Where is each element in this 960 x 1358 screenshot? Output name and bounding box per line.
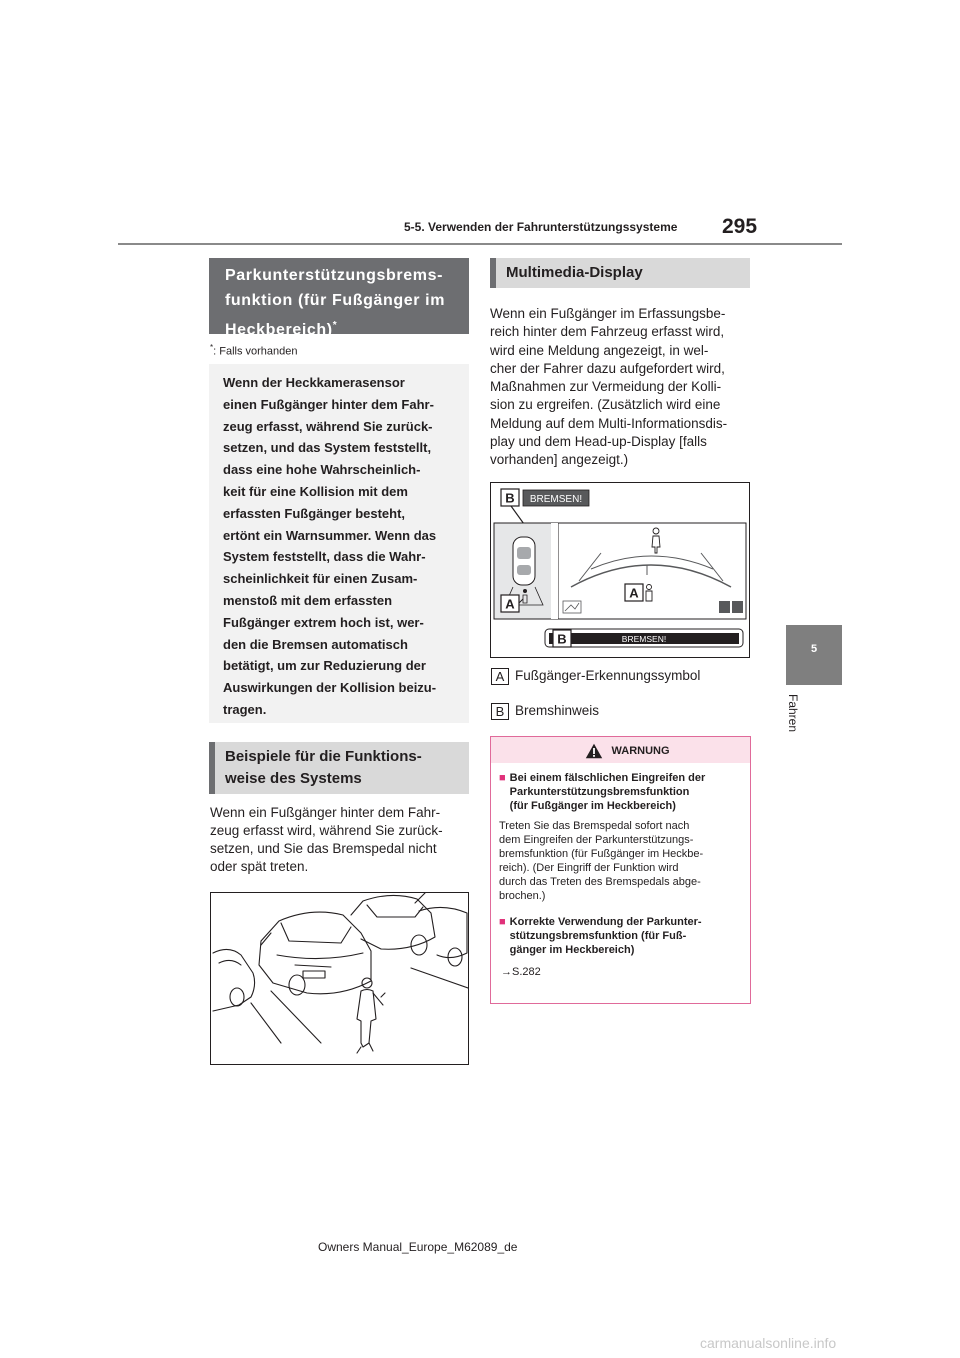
chapter-tab (786, 625, 842, 685)
summary-line: den die Bremsen automatisch (223, 636, 408, 652)
heading-parkassist-brake (209, 258, 469, 339)
page-number: 295 (722, 215, 758, 238)
legend-text-b: Bremshinweis (515, 703, 600, 719)
summary-line: Auswirkungen der Kollision beizu- (223, 680, 437, 696)
summary-line: System feststellt, dass die Wahr- (223, 549, 426, 565)
paragraph-line: oder spät treten. (210, 859, 309, 874)
heading-text: Multimedia-Display (506, 264, 643, 281)
warning-line: stützungsbremsfunktion (für Fuß- (509, 930, 687, 942)
watermark: carmanualsonline.info (700, 1335, 837, 1351)
summary-line: scheinlichkeit für einen Zusam- (223, 571, 418, 587)
paragraph-line: Wenn ein Fußgänger hinter dem Fahr- (210, 805, 441, 820)
paragraph-line: Wenn ein Fußgänger im Erfassungsbe- (490, 306, 726, 321)
summary-line: ertönt ein Warnsummer. Wenn das (223, 527, 437, 543)
chapter-label-text: Fahren (786, 694, 800, 733)
paragraph-line: reich hinter dem Fahrzeug erfasst wird, (490, 324, 725, 340)
paragraph-line: Meldung auf dem Multi-Informationsdis- (490, 415, 728, 431)
warning-box (490, 736, 751, 1004)
summary-line: keit für eine Kollision mit dem (223, 483, 408, 499)
warning-item-2-text (510, 915, 702, 957)
warning-paragraph (499, 819, 745, 903)
chapter-number: 5 (810, 643, 818, 655)
heading-line: Parkunterstützungsbrems- (225, 267, 443, 284)
warning-body (499, 771, 745, 979)
footnote (210, 343, 298, 358)
bullet-square-icon: ■ (499, 772, 506, 784)
heading-line-text: Heckbereich) (225, 321, 333, 339)
warning-line: Treten Sie das Bremspedal sofort nach (499, 820, 690, 832)
warning-line: Parkunterstützungsbremsfunktion (509, 786, 690, 798)
footnote-text: : Falls vorhanden (213, 345, 298, 358)
parking-scene-drawing (211, 893, 468, 1064)
warning-line: Bei einem fälschlichen Eingreifen der (509, 772, 706, 784)
bullet-square-icon: ■ (499, 916, 506, 928)
heading-line: funktion (für Fußgänger im (225, 292, 446, 309)
warning-item-2 (499, 915, 745, 957)
chapter-label (786, 690, 842, 750)
warning-item-1 (499, 771, 745, 813)
camera-screen-drawing (491, 483, 749, 657)
paragraph-line: cher der Fahrer dazu aufgefordert wird, (490, 360, 725, 376)
summary-line: setzen, und das System feststellt, (223, 440, 432, 456)
section-title: 5-5. Verwenden der Fahrunterstützungssysteme (404, 220, 678, 234)
legend-item-b (491, 703, 599, 720)
legend-text-a: Fußgänger-Erkennungssymbol (515, 668, 701, 684)
summary-line: betätigt, um zur Reduzierung der (223, 658, 426, 674)
paragraph-line: vorhanden] angezeigt.) (490, 452, 629, 468)
heading-examples (209, 742, 469, 794)
page-reference-link[interactable]: →S.282 (501, 966, 541, 978)
footer-doc-id: Owners Manual_Europe_M62089_de (318, 1240, 518, 1254)
paragraph-line: setzen, und Sie das Bremspedal nicht (210, 841, 437, 856)
camera-screen-illustration (490, 482, 750, 658)
callout-a-left-label: A (505, 596, 515, 612)
footnote-mark: * (210, 343, 214, 352)
paragraph-line: play und dem Head-up-Display [falls (490, 434, 707, 450)
header-rule (118, 243, 842, 245)
warning-line: dem Eingreifen der Parkunterstützungs- (499, 834, 694, 846)
warning-item-1-text (510, 771, 706, 813)
asterisk-mark: * (332, 320, 338, 331)
heading-line (225, 313, 459, 342)
brake-banner-bottom-text: BREMSEN! (621, 634, 667, 644)
warning-line: Korrekte Verwendung der Parkunter- (509, 916, 702, 928)
heading-line: Beispiele für die Funktions- (225, 748, 422, 765)
brake-banner-top-text: BREMSEN! (529, 494, 583, 505)
paragraph-line: sion zu ergreifen. (Zusätzlich wird eine (490, 397, 721, 413)
legend-key-a: A (491, 668, 509, 685)
multimedia-paragraph (490, 305, 752, 470)
warning-line: reich). (Der Eingriff der Funktion wird (499, 862, 679, 874)
paragraph-line: wird eine Meldung angezeigt, in wel- (490, 342, 709, 358)
paragraph-line: zeug erfasst wird, während Sie zurück- (210, 823, 443, 838)
heading-multimedia-display (490, 258, 750, 288)
warning-line: brochen.) (499, 890, 546, 902)
warning-header (491, 737, 750, 763)
warning-line: durch das Treten des Bremspedals abge- (499, 876, 701, 888)
legend-key-b: B (491, 703, 509, 720)
summary-box (209, 364, 469, 723)
summary-line: Wenn der Heckkamerasensor (223, 375, 405, 390)
summary-line: tragen. (223, 701, 267, 717)
summary-line: menstoß mit dem erfassten (223, 592, 393, 608)
summary-line: dass eine hohe Wahrscheinlich- (223, 462, 421, 478)
callout-a-camera-label: A (629, 585, 639, 601)
warning-line: gänger im Heckbereich) (509, 944, 635, 956)
warning-line: bremsfunktion (für Fußgänger im Heckbe- (499, 848, 704, 860)
parking-illustration (210, 892, 469, 1065)
warning-title: WARNUNG (611, 745, 670, 757)
summary-line: Fußgänger extrem hoch ist, wer- (223, 614, 424, 630)
examples-paragraph (210, 804, 472, 876)
summary-line: einen Fußgänger hinter dem Fahr- (223, 396, 434, 412)
heading-line: weise des Systems (225, 770, 362, 787)
warning-line: (für Fußgänger im Heckbereich) (509, 800, 676, 812)
callout-b-bottom-label: B (557, 631, 567, 647)
paragraph-line: Maßnahmen zur Vermeidung der Kolli- (490, 379, 722, 395)
legend-item-a (491, 668, 700, 685)
summary-line: erfassten Fußgänger besteht, (223, 505, 406, 521)
callout-b-top-label: B (505, 490, 515, 506)
summary-line: zeug erfasst, während Sie zurück- (223, 418, 433, 434)
